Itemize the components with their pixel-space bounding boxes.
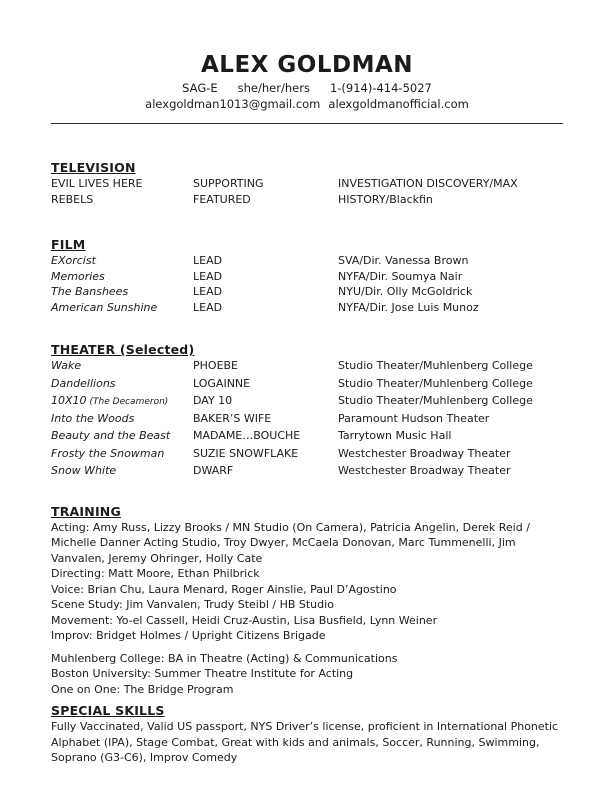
page-title: ALEX GOLDMAN: [200, 52, 414, 78]
education-line: One on One: The Bridge Program: [51, 682, 234, 696]
credit-venue: Studio Theater/Muhlenberg College: [338, 376, 533, 390]
credit-venue: HISTORY/Blackfin: [338, 192, 433, 206]
credit-row: [51, 428, 563, 446]
credit-title: American Sunshine: [51, 300, 158, 314]
credit-title: Frosty the Snowman: [51, 446, 165, 460]
credit-title: Dandellions: [51, 376, 116, 390]
television-credits: [51, 176, 563, 207]
credit-row: [51, 393, 563, 411]
credit-role: LEAD: [193, 269, 223, 283]
header-divider: [51, 123, 563, 124]
section-heading-theater: THEATER (Selected): [51, 342, 195, 357]
email-address: alexgoldman1013@gmail.com: [145, 97, 321, 111]
section-television: [51, 160, 563, 207]
credit-venue: NYFA/Dir. Soumya Nair: [338, 269, 463, 283]
credit-role: SUZIE SNOWFLAKE: [193, 446, 299, 460]
credit-title: Wake: [51, 359, 82, 372]
credit-venue: Studio Theater/Muhlenberg College: [338, 394, 533, 407]
phone-number: 1-(914)-414-5027: [329, 81, 432, 95]
credit-venue: Studio Theater/Muhlenberg College: [338, 359, 533, 372]
credit-title-cell: [51, 411, 193, 429]
credit-title: REBELS: [51, 192, 94, 206]
training-line: Directing: Matt Moore, Ethan Philbrick: [51, 567, 260, 580]
credit-venue: Paramount Hudson Theater: [338, 411, 490, 425]
training-line: Acting: Amy Russ, Lizzy Brooks / MN Studio (On Camera), Patricia Angelin, Derek Reid / Michelle Danner Acting Studio, Troy Dwyer, McCaela Donovan, Marc Tummenelli, Jim Vanvalen, Jeremy Ohringer, Holly Cate: [51, 520, 530, 565]
credit-title-cell: [51, 428, 193, 446]
credit-title: Into the Woods: [51, 411, 135, 425]
union-status: SAG-E: [182, 81, 218, 95]
credit-role: LEAD: [193, 285, 223, 298]
credit-title-cell: [51, 446, 193, 464]
training-line: Voice: Brian Chu, Laura Menard, Roger Ainslie, Paul D’Agostino: [51, 582, 397, 596]
credit-venue: INVESTIGATION DISCOVERY/MAX: [338, 177, 518, 190]
training-line: Scene Study: Jim Vanvalen, Trudy Steibl / HB Studio: [51, 598, 334, 611]
credit-role: MADAME…BOUCHE: [193, 429, 301, 442]
credit-venue: Tarrytown Music Hall: [338, 429, 452, 442]
credit-row: [51, 192, 563, 208]
credit-title-cell: [51, 358, 193, 376]
section-special-skills: [51, 703, 563, 766]
credit-title: Beauty and the Beast: [51, 429, 171, 442]
training-line: Movement: Yo-el Cassell, Heidi Cruz-Austin, Lisa Busfield, Lynn Weiner: [51, 613, 438, 627]
section-film: [51, 237, 563, 315]
credit-role: FEATURED: [193, 192, 251, 206]
credit-role: LEAD: [193, 254, 223, 267]
section-heading-film: FILM: [51, 237, 86, 252]
credit-row: [51, 269, 563, 285]
section-heading-special-skills: SPECIAL SKILLS: [51, 703, 165, 718]
pronouns: she/her/hers: [237, 81, 310, 95]
credit-row: [51, 376, 563, 394]
credit-title-cell: [51, 393, 193, 411]
section-training: [51, 504, 563, 698]
credit-title: EXorcist: [51, 254, 96, 267]
credit-title: Snow White: [51, 464, 117, 477]
theater-credits: [51, 358, 563, 481]
credit-role: PHOEBE: [193, 359, 239, 372]
credit-role: BAKER’S WIFE: [193, 411, 272, 425]
credit-title-cell: [51, 463, 193, 481]
credit-row: [51, 284, 563, 300]
credit-title: The Banshees: [51, 285, 129, 298]
contact-row-links: [51, 96, 563, 112]
credit-role: LOGAINNE: [193, 376, 251, 390]
section-heading-training: TRAINING: [51, 503, 121, 519]
credit-row: [51, 358, 563, 376]
special-skills-text: Fully Vaccinated, Valid US passport, NYS Driver’s license, proficient in International Phonetic Alphabet (IPA), Stage Combat, Great with kids and animals, Soccer, Running, Swimming, Soprano (G3-C6), Improv Comedy: [51, 720, 559, 764]
training-line: Improv: Bridget Holmes / Upright Citizens Brigade: [51, 629, 326, 642]
credit-venue: NYFA/Dir. Jose Luis Munoz: [338, 300, 479, 314]
credit-role: DAY 10: [193, 394, 233, 407]
credit-role: DWARF: [193, 464, 234, 477]
credit-venue: Westchester Broadway Theater: [338, 446, 511, 460]
credit-row: [51, 300, 563, 316]
section-theater: [51, 342, 563, 481]
credit-title: 10X10: [51, 394, 87, 407]
credit-title: Memories: [51, 269, 105, 283]
credit-row: [51, 176, 563, 192]
credit-title-note: (The Decameron): [89, 397, 169, 407]
credit-row: [51, 446, 563, 464]
credit-title-cell: [51, 376, 193, 394]
section-heading-television: TELEVISION: [51, 160, 136, 175]
credit-role: SUPPORTING: [193, 177, 264, 190]
training-lines: [51, 520, 563, 644]
credit-row: [51, 411, 563, 429]
education-lines: [51, 651, 563, 698]
education-line: Muhlenberg College: BA in Theatre (Acting) & Communications: [51, 651, 398, 665]
contact-row: [51, 80, 563, 96]
credit-row: [51, 463, 563, 481]
credit-venue: NYU/Dir. Olly McGoldrick: [338, 285, 473, 298]
education-line: Boston University: Summer Theatre Institute for Acting: [51, 667, 354, 680]
credit-venue: Westchester Broadway Theater: [338, 464, 511, 477]
credit-row: [51, 253, 563, 269]
website-url: alexgoldmanofficial.com: [328, 97, 469, 111]
credit-title: EVIL LIVES HERE: [51, 177, 143, 190]
film-credits: [51, 253, 563, 315]
credit-role: LEAD: [193, 300, 223, 314]
credit-venue: SVA/Dir. Vanessa Brown: [338, 254, 469, 267]
